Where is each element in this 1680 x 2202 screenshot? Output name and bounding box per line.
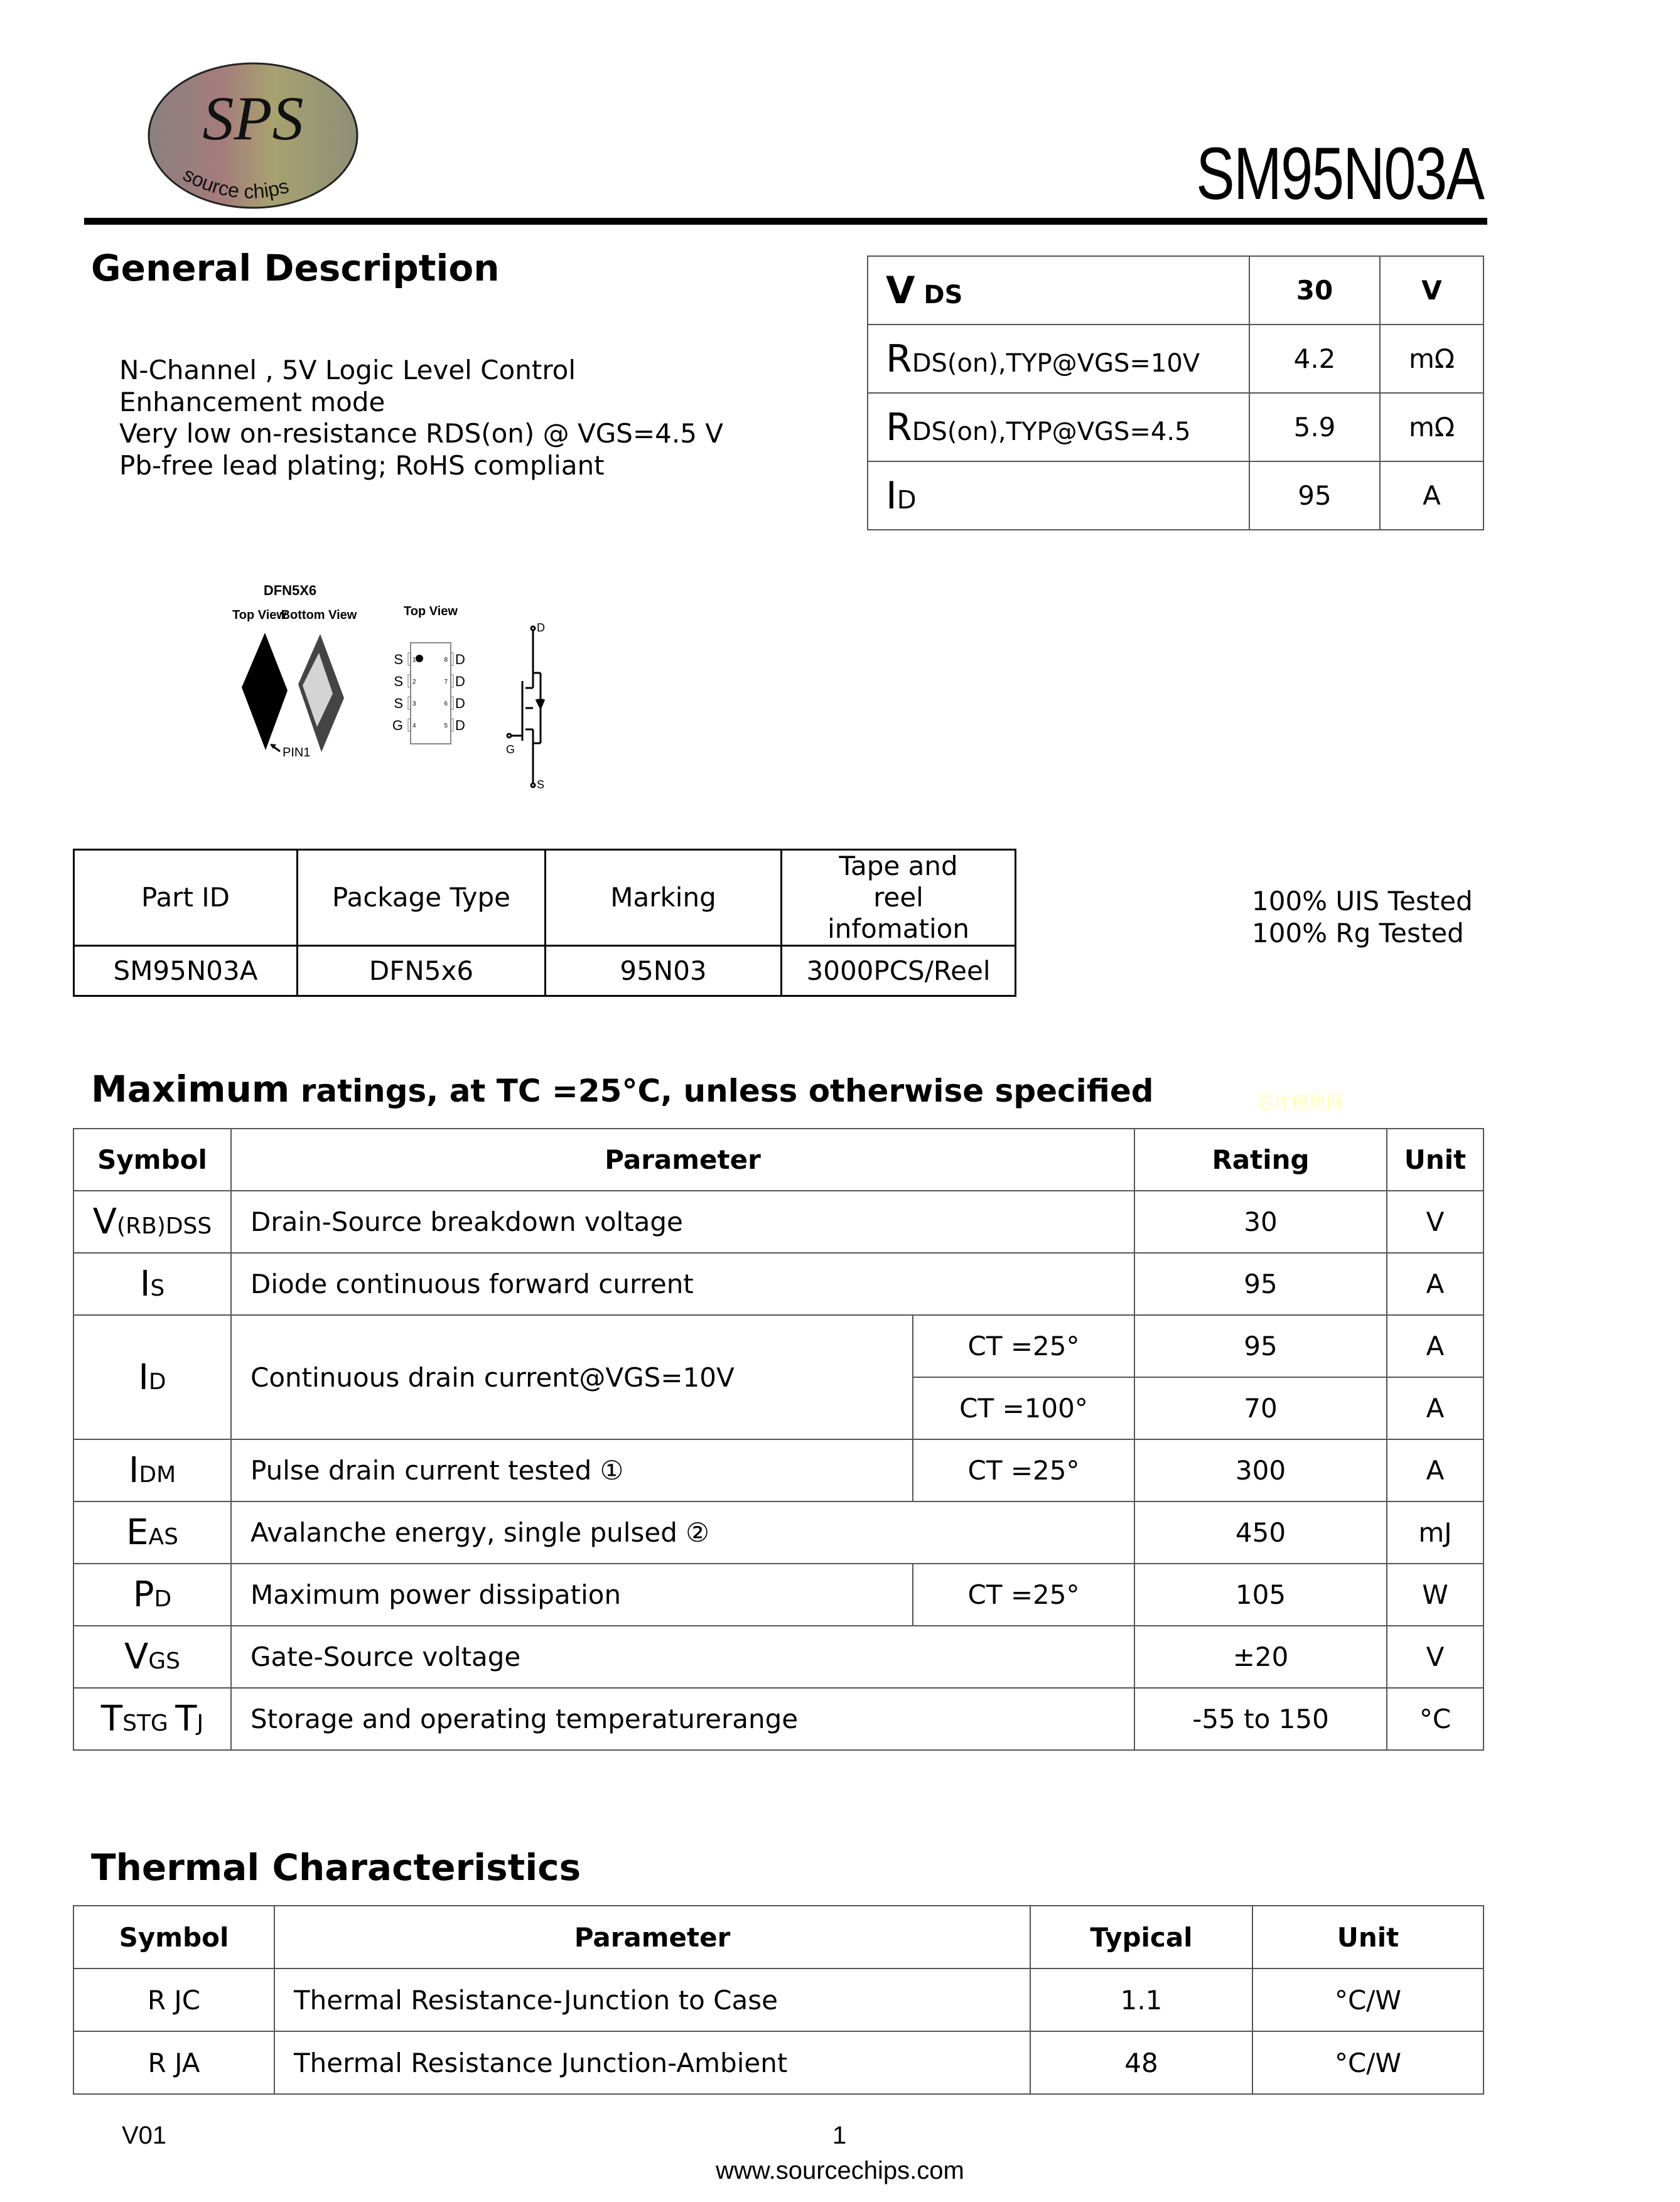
pin-name: D	[455, 717, 465, 733]
symbol-main: P	[132, 1574, 154, 1615]
top-view-label: Top View	[232, 608, 286, 622]
symbol-subscript: GS	[148, 1648, 181, 1674]
symbol-cell: R JA	[73, 2031, 274, 2094]
unit-cell: A	[1387, 1253, 1483, 1315]
pinout-title: Top View	[404, 604, 458, 618]
symbol-main: I	[139, 1264, 151, 1304]
typical-cell: 48	[1030, 2031, 1252, 2094]
website-url: www.sourcechips.com	[716, 2157, 964, 2184]
spec-row-rds-10v	[868, 325, 1483, 393]
unit-cell: V	[1387, 1191, 1483, 1253]
spec-row-id	[868, 461, 1483, 530]
pin-number: 7	[444, 679, 448, 685]
unit-cell: V	[1387, 1626, 1483, 1688]
pin-name: G	[392, 717, 403, 733]
unit-cell: °C/W	[1252, 2031, 1483, 2094]
package-bottom-view-image	[298, 634, 344, 752]
pin-number: 8	[444, 657, 448, 663]
marking: 95N03	[546, 946, 782, 996]
description-line: Very low on-resistance RDS(on) @ VGS=4.5 V	[119, 418, 724, 449]
parameter-cell: Drain-Source breakdown voltage	[231, 1191, 1134, 1253]
test-notes	[1252, 885, 1473, 949]
parameter-cell: Avalanche energy, single pulsed ②	[231, 1501, 1134, 1564]
parameter-cell: Maximum power dissipation	[231, 1564, 913, 1626]
symbol-cell	[73, 1253, 231, 1315]
symbol-subscript: AS	[148, 1524, 178, 1550]
watermark: 芯片模块网	[1256, 1092, 1344, 1113]
spec-unit: A	[1380, 461, 1483, 530]
symbol-main: I	[138, 1356, 149, 1398]
symbol-main: T	[100, 1699, 123, 1739]
general-description-title: General Description	[91, 247, 500, 289]
symbol-subscript: J	[197, 1711, 204, 1736]
table-row	[73, 1626, 1483, 1688]
rating-cell: 95	[1134, 1253, 1387, 1315]
rating-cell: 95	[1134, 1315, 1387, 1377]
thermal-title: Thermal Characteristics	[91, 1846, 581, 1889]
pin-name: S	[394, 674, 403, 689]
pin-number: 6	[444, 701, 448, 707]
symbol-cell	[73, 1564, 231, 1626]
part-id: SM95N03A	[74, 946, 298, 996]
pin1-arrow-icon	[270, 744, 280, 751]
uis-tested: 100% UIS Tested	[1252, 886, 1473, 916]
header-divider	[84, 218, 1487, 225]
rating-cell: 30	[1134, 1191, 1387, 1253]
header-symbol: Symbol	[73, 1906, 274, 1968]
symbol-cell	[73, 1626, 231, 1688]
parameter-cell: Gate-Source voltage	[231, 1626, 1134, 1688]
spec-unit: mΩ	[1380, 393, 1483, 461]
max-ratings-table	[73, 1128, 1484, 1751]
typical-cell: 1.1	[1030, 1968, 1252, 2031]
spec-symbol: V DS	[868, 256, 1249, 325]
source-label: S	[537, 778, 545, 791]
pin-number: 4	[412, 722, 416, 729]
svg-text:SPS: SPS	[202, 83, 304, 153]
table-row	[73, 1439, 1483, 1501]
rating-cell: 300	[1134, 1439, 1387, 1501]
mosfet-symbol	[507, 626, 544, 787]
symbol-main: V	[124, 1636, 149, 1677]
spec-row-rds-4v5	[868, 393, 1483, 461]
header-tape-reel: Tape and reel infomation	[782, 850, 1016, 946]
spec-symbol: ID	[868, 461, 1249, 530]
header-part-id: Part ID	[74, 850, 298, 946]
rating-cell: 450	[1134, 1501, 1387, 1564]
symbol-cell: R JC	[73, 1968, 274, 2031]
header-unit: Unit	[1387, 1129, 1483, 1191]
spec-value: 30	[1249, 256, 1380, 325]
header-marking: Marking	[546, 850, 782, 946]
symbol-main: T	[175, 1699, 197, 1739]
package-type: DFN5x6	[298, 946, 546, 996]
ordering-table	[73, 849, 1016, 997]
parameter-cell: Thermal Resistance Junction-Ambient	[274, 2031, 1030, 2094]
spec-value: 5.9	[1249, 393, 1380, 461]
drain-label: D	[537, 621, 545, 634]
parameter-cell: Diode continuous forward current	[231, 1253, 1134, 1315]
table-row	[73, 1191, 1483, 1253]
table-row	[73, 1315, 1483, 1377]
pin-number: 5	[444, 722, 448, 729]
table-row	[73, 2031, 1483, 2094]
table-header-row	[73, 1906, 1483, 1968]
unit-cell: A	[1387, 1377, 1483, 1439]
symbol-main: I	[128, 1450, 139, 1491]
version: V01	[122, 2122, 167, 2149]
header-typical: Typical	[1030, 1906, 1252, 1968]
symbol-cell	[73, 1688, 231, 1750]
unit-cell: A	[1387, 1315, 1483, 1377]
rating-cell: 105	[1134, 1564, 1387, 1626]
table-row	[73, 1688, 1483, 1750]
condition-cell: CT =25°	[913, 1315, 1134, 1377]
gate-label: G	[506, 743, 515, 756]
parameter-cell: Continuous drain current@VGS=10V	[231, 1315, 913, 1439]
condition-cell: CT =25°	[913, 1439, 1134, 1501]
pin-name: S	[394, 696, 403, 711]
spec-row-vds	[868, 256, 1483, 325]
spec-symbol: RDS(on),TYP@VGS=4.5	[868, 393, 1249, 461]
symbol-subscript: DM	[139, 1462, 176, 1488]
package-name: DFN5X6	[263, 583, 317, 598]
tape-reel: 3000PCS/Reel	[782, 946, 1016, 996]
table-row	[73, 1564, 1483, 1626]
rg-tested: 100% Rg Tested	[1252, 918, 1464, 948]
symbol-subscript: S	[150, 1276, 165, 1301]
thermal-table	[73, 1905, 1484, 2095]
spec-unit: V	[1380, 256, 1483, 325]
symbol-subscript: D	[154, 1586, 172, 1612]
key-specs-table	[867, 255, 1484, 530]
symbol-subscript: (RB)DSS	[117, 1213, 212, 1239]
pin-number: 3	[412, 701, 416, 707]
description-line: Enhancement mode	[119, 386, 385, 417]
spec-value: 95	[1249, 461, 1380, 530]
bottom-view-label: Bottom View	[281, 608, 357, 622]
condition-cell: CT =25°	[913, 1564, 1134, 1626]
header-parameter: Parameter	[274, 1906, 1030, 1968]
symbol-subscript: D	[148, 1368, 166, 1395]
parameter-cell: Thermal Resistance-Junction to Case	[274, 1968, 1030, 2031]
header-package-type: Package Type	[298, 850, 546, 946]
symbol-subscript: STG	[122, 1711, 176, 1736]
pin-name: D	[455, 652, 465, 667]
unit-cell: A	[1387, 1439, 1483, 1501]
pin-name: D	[455, 674, 465, 689]
rating-cell: -55 to 150	[1134, 1688, 1387, 1750]
svg-text:source chips: source chips	[179, 163, 291, 203]
part-number-title: SM95N03A	[1195, 132, 1483, 215]
header-rating: Rating	[1134, 1129, 1387, 1191]
unit-cell: °C	[1387, 1688, 1483, 1750]
description-line: N-Channel , 5V Logic Level Control	[119, 355, 576, 385]
rating-cell: 70	[1134, 1377, 1387, 1439]
pin-name: S	[394, 652, 403, 667]
description-line: Pb-free lead plating; RoHS compliant	[119, 449, 605, 481]
header-parameter: Parameter	[231, 1129, 1134, 1191]
unit-cell: mJ	[1387, 1501, 1483, 1564]
max-ratings-title: Maximum ratings, at TC =25°C, unless otherwise specified	[91, 1068, 1154, 1110]
package-top-view-image	[242, 633, 288, 750]
unit-cell: W	[1387, 1564, 1483, 1626]
header-unit: Unit	[1252, 1906, 1483, 1968]
package-figure	[232, 565, 1306, 803]
parameter-cell: Pulse drain current tested ①	[231, 1439, 913, 1501]
page-number: 1	[832, 2122, 847, 2149]
symbol-cell	[73, 1501, 231, 1564]
spec-unit: mΩ	[1380, 325, 1483, 393]
symbol-cell	[73, 1315, 231, 1439]
pin-number: 2	[412, 679, 416, 685]
symbol-main: V	[92, 1201, 117, 1242]
table-header-row	[73, 1129, 1483, 1191]
pin-name: D	[455, 696, 465, 711]
table-row	[73, 1968, 1483, 2031]
header-symbol: Symbol	[73, 1129, 231, 1191]
general-description-list	[119, 355, 723, 481]
spec-value: 4.2	[1249, 325, 1380, 393]
parameter-cell: Storage and operating temperaturerange	[231, 1688, 1134, 1750]
condition-cell: CT =100°	[913, 1377, 1134, 1439]
spec-symbol: RDS(on),TYP@VGS=10V	[868, 325, 1249, 393]
pin-number: 1	[412, 657, 416, 663]
symbol-main: E	[126, 1512, 149, 1553]
symbol-cell	[73, 1191, 231, 1253]
rating-cell: ±20	[1134, 1626, 1387, 1688]
company-logo	[146, 59, 360, 212]
symbol-cell	[73, 1439, 231, 1501]
table-row	[73, 1501, 1483, 1564]
pin1-label: PIN1	[283, 746, 311, 760]
table-row	[73, 1253, 1483, 1315]
unit-cell: °C/W	[1252, 1968, 1483, 2031]
